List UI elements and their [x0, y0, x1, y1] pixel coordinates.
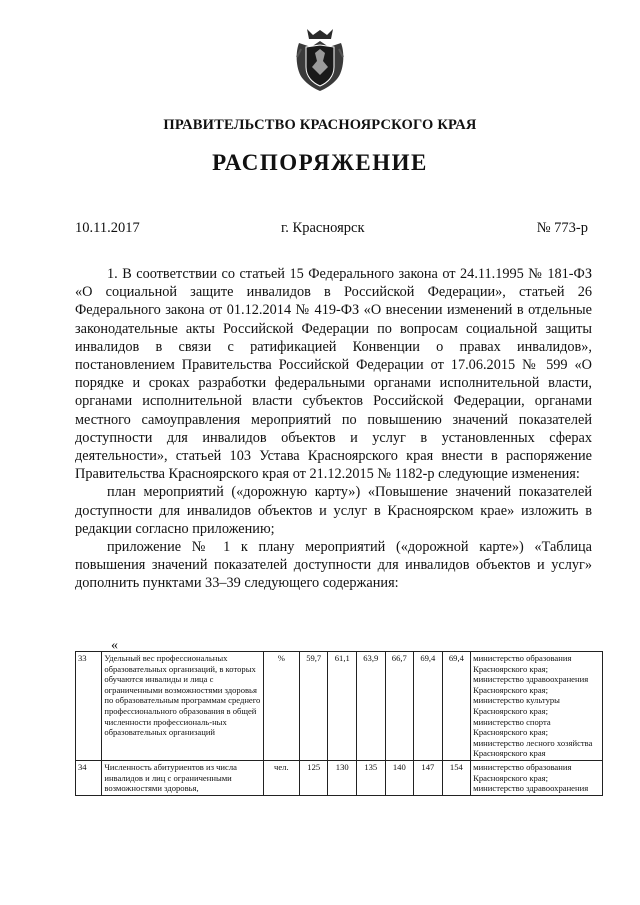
indicators-table [75, 651, 603, 796]
document-date: 10.11.2017 [75, 220, 140, 236]
indicator-name: Удельный вес профессиональных образовательных организаций, в которых обучаются инвалиды и лица с ограниченными возможностями здоровья по образовательным программам среднего профессионального образования в общей численности профессиональ-ных образовательных организаций [102, 652, 263, 761]
row-number: 34 [76, 760, 102, 795]
value-cell: 66,7 [385, 652, 414, 761]
quote-open-mark: « [111, 638, 118, 653]
paragraph-2: план мероприятий («дорожную карту») «Повышение значений показателей доступности для инвалидов объектов и услуг в Красноярском крае» изложить в редакции согласно приложению; [75, 484, 592, 537]
value-cell: 125 [299, 760, 328, 795]
value-cell: 130 [328, 760, 357, 795]
unit-cell: % [263, 652, 299, 761]
value-cell: 69,4 [414, 652, 443, 761]
document-body [75, 265, 592, 593]
document-number: № 773-р [536, 220, 588, 236]
paragraph-3: приложение № 1 к плану мероприятий («дорожной карте») «Таблица повышения значений показателей доступности для инвалидов объектов и услуг» дополнить пунктами 33–39 следующего содержания: [75, 539, 592, 592]
value-cell: 154 [442, 760, 471, 795]
unit-cell: чел. [263, 760, 299, 795]
document-city: г. Красноярск [281, 220, 365, 236]
document-type-title: РАСПОРЯЖЕНИЕ [212, 150, 428, 175]
value-cell: 63,9 [357, 652, 386, 761]
value-cell: 69,4 [442, 652, 471, 761]
coat-of-arms-icon [293, 27, 347, 93]
table-row [76, 760, 603, 795]
value-cell: 61,1 [328, 652, 357, 761]
paragraph-1: 1. В соответствии со статьей 15 Федерального закона от 24.11.1995 № 181-ФЗ «О социальной защите инвалидов в Российской Федерации», статьей 26 Федерального закона от 01.12.2014 № 419-ФЗ «О внесении изменений в отдельные законодательные акты Российской Федерации по вопросам социальной защиты инвалидов в связи с ратификацией Конвенции о правах инвалидов», постановлением Правительства Российской Федерации от 17.06.2015 № 599 «О порядке и сроках разработки федеральными органами исполнительной власти, органами исполнительной власти субъектов Российской Федерации, органами местного самоуправления мероприятий по повышению значений показателей доступности для инвалидов объектов и услуг в установленных сферах деятельности», статьей 103 Устава Красноярского края внести в распоряжение Правительства Красноярского края от 21.12.2015 № 1182-р следующие изменения: [75, 266, 592, 483]
responsible-cell: министерство образования Красноярского края; министерство здравоохранения Красноярского края; министерство культуры Красноярского края; министерство спорта Красноярского края; министерство лесного хозяйства Красноярского края [471, 652, 603, 761]
value-cell: 140 [385, 760, 414, 795]
value-cell: 147 [414, 760, 443, 795]
row-number: 33 [76, 652, 102, 761]
organization-title: ПРАВИТЕЛЬСТВО КРАСНОЯРСКОГО КРАЯ [163, 117, 477, 133]
value-cell: 135 [357, 760, 386, 795]
responsible-cell: министерство образования Красноярского края; министерство здравоохранения [471, 760, 603, 795]
value-cell: 59,7 [299, 652, 328, 761]
indicator-name: Численность абитуриентов из числа инвалидов и лиц с ограниченными возможностями здоровья, [102, 760, 263, 795]
table-row [76, 652, 603, 761]
